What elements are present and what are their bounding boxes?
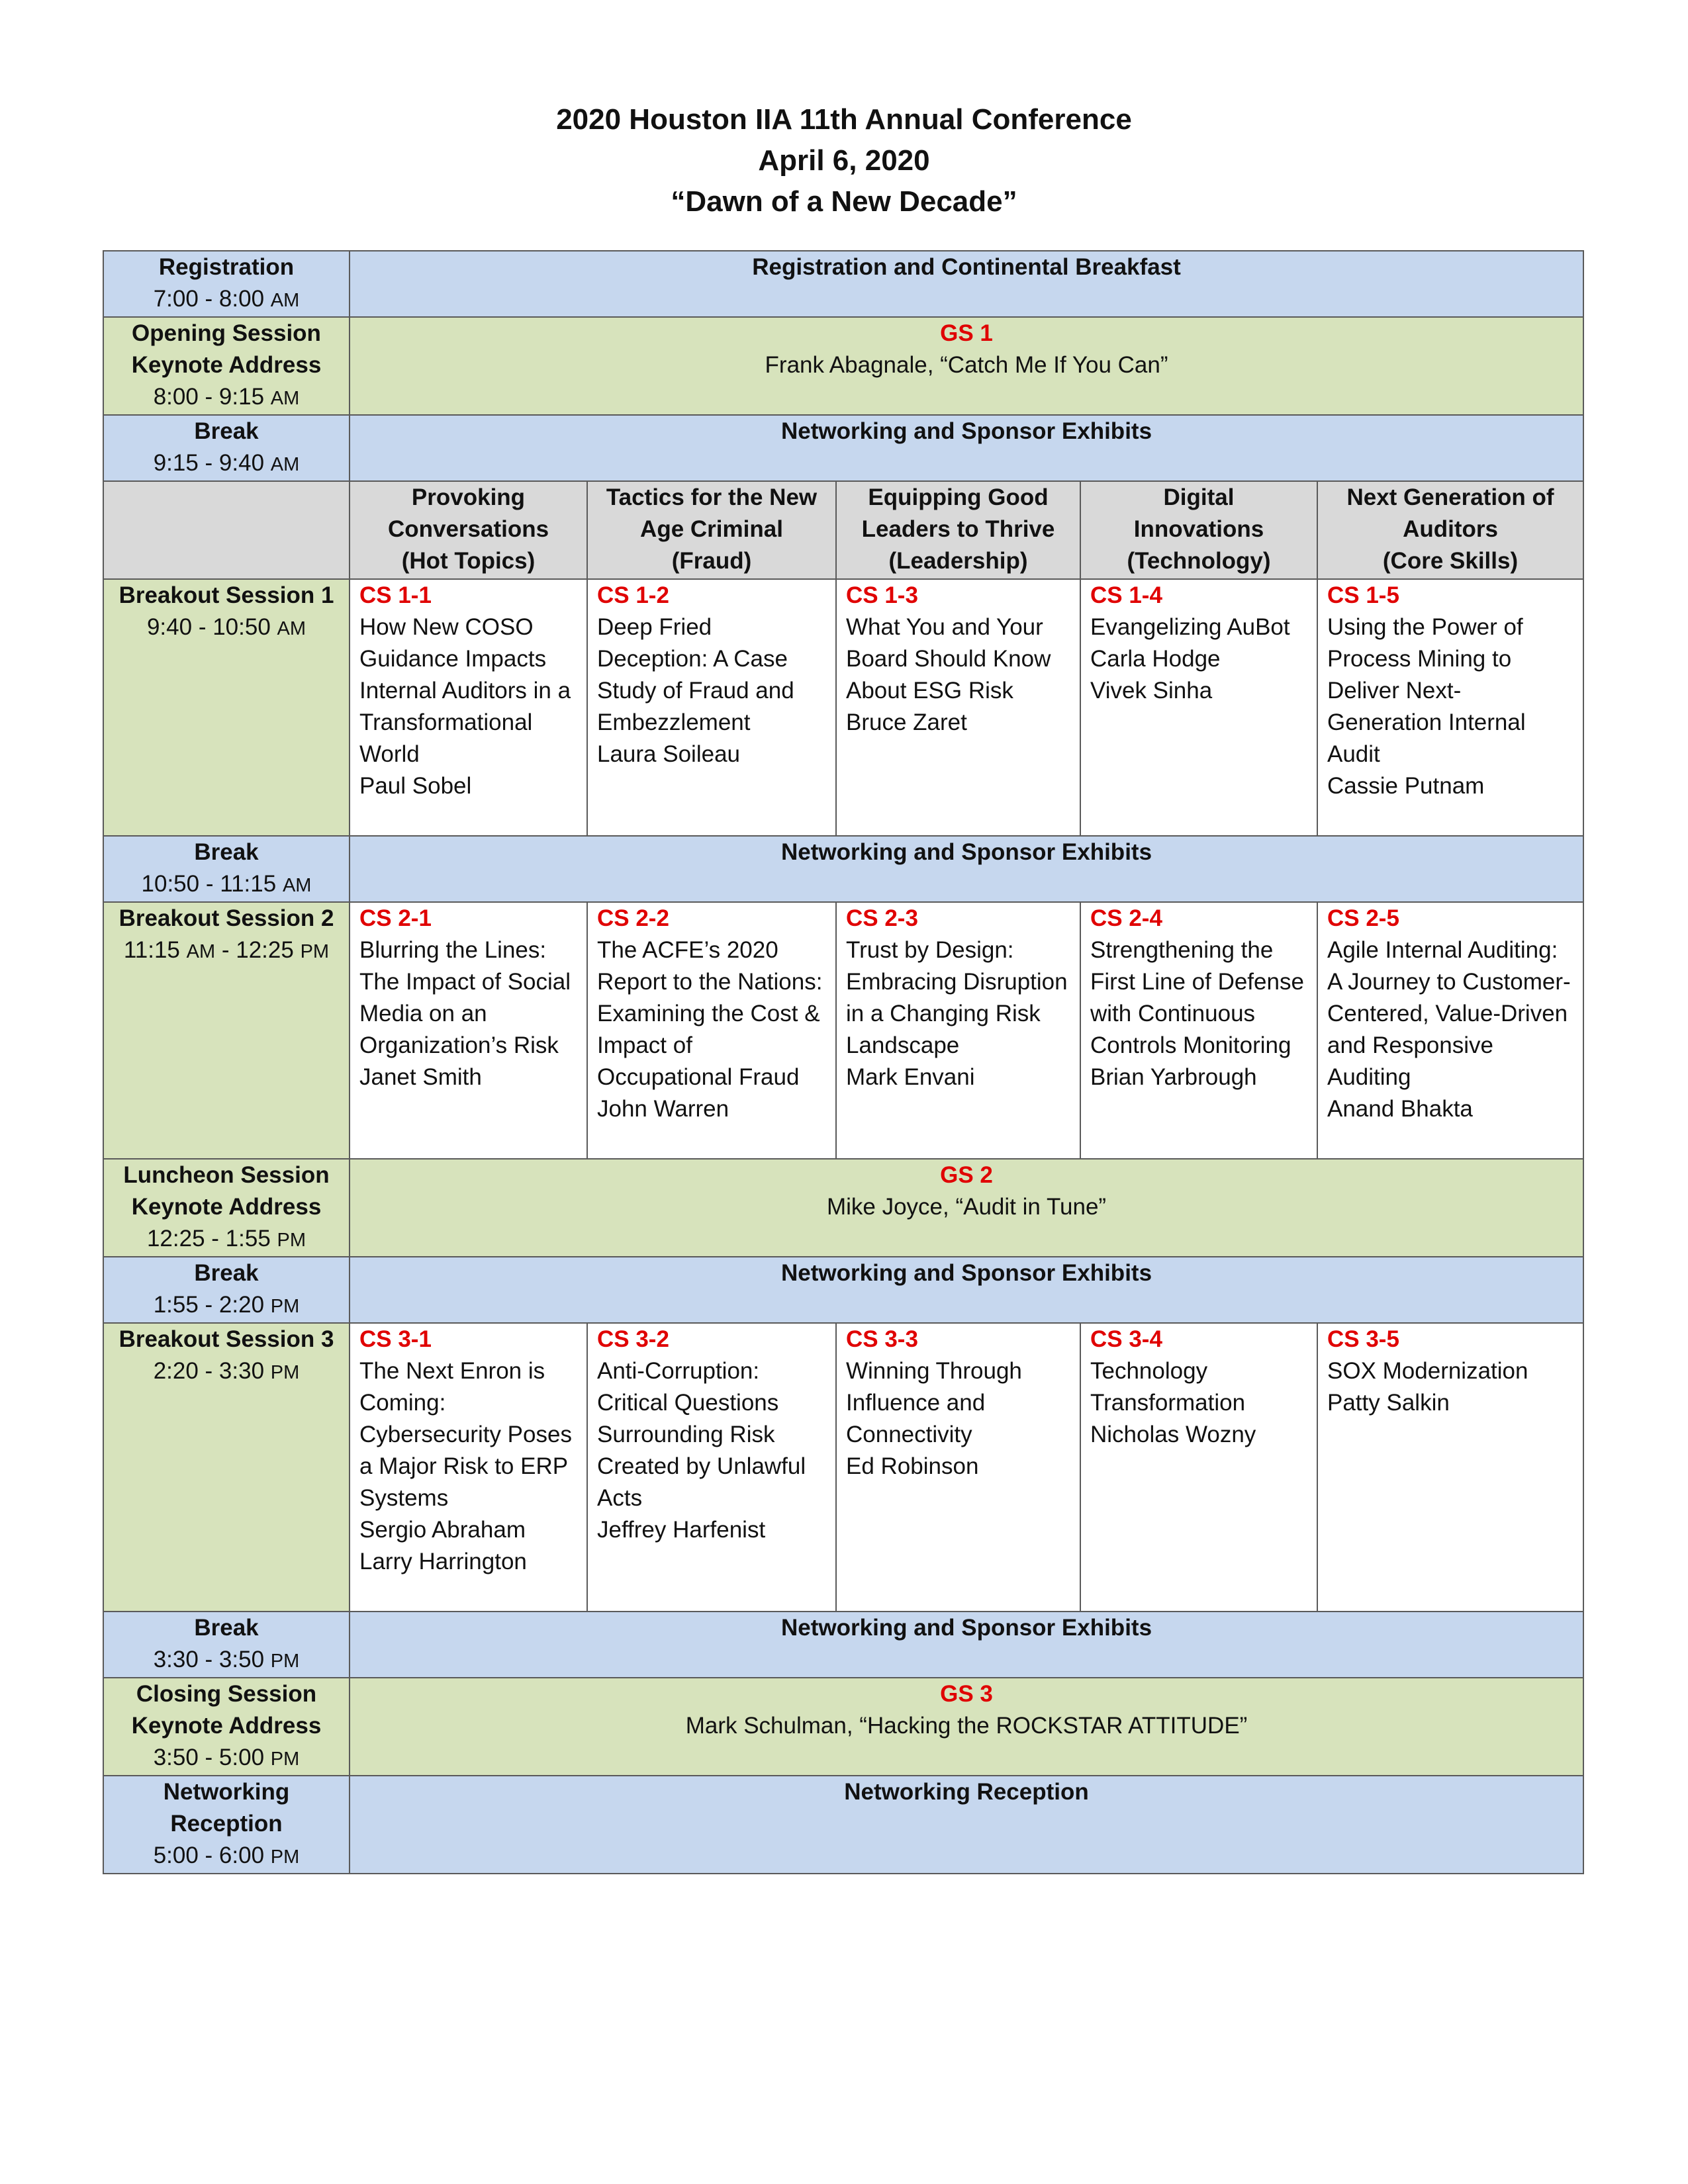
row-label-registration: Registration 7:00 - 8:00 AM [103,251,350,317]
session-cell: CS 1-2 Deep Fried Deception: A Case Study of Fraud and Embezzlement Laura Soileau [587,579,836,836]
gs-code: GS 3 [940,1681,993,1707]
track-header-row [103,481,1583,579]
session-cell: CS 3-5 SOX Modernization Patty Salkin [1317,1323,1583,1612]
row-label-closing: Closing Session Keynote Address 3:50 - 5:00 PM [103,1678,350,1776]
schedule-table [103,250,1584,1874]
session-cell: CS 1-5 Using the Power of Process Mining to Deliver Next-Generation Internal Audit Cassie Putnam [1317,579,1583,836]
title-line-1: 2020 Houston IIA 11th Annual Conference [556,103,1132,136]
row-content-closing: GS 3 Mark Schulman, “Hacking the ROCKSTAR ATTITUDE” [350,1678,1583,1776]
session-cell: CS 2-1 Blurring the Lines: The Impact of Social Media on an Organization’s Risk Janet Smith [350,902,587,1159]
row-label-break-1: Break 9:15 - 9:40 AM [103,415,350,481]
row-label-break-4: Break 3:30 - 3:50 PM [103,1612,350,1678]
track-header: Tactics for the New Age Criminal (Fraud) [587,481,836,579]
row-label-reception: Networking Reception 5:00 - 6:00 PM [103,1776,350,1874]
row-content-break-3: Networking and Sponsor Exhibits [350,1257,1583,1323]
session-cell: CS 1-4 Evangelizing AuBot Carla Hodge Vivek Sinha [1080,579,1317,836]
session-cell: CS 1-3 What You and Your Board Should Know About ESG Risk Bruce Zaret [836,579,1080,836]
session-cell: CS 2-3 Trust by Design: Embracing Disruption in a Changing Risk Landscape Mark Envani [836,902,1080,1159]
document-title [0,99,1688,222]
row-label-breakout-3: Breakout Session 3 2:20 - 3:30 PM [103,1323,350,1612]
track-header: Digital Innovations (Technology) [1080,481,1317,579]
track-header: Provoking Conversations (Hot Topics) [350,481,587,579]
row-content-break-1: Networking and Sponsor Exhibits [350,415,1583,481]
row-content-break-4: Networking and Sponsor Exhibits [350,1612,1583,1678]
row-registration [103,251,1583,317]
row-breakout-1 [103,579,1583,836]
session-cell: CS 3-3 Winning Through Influence and Connectivity Ed Robinson [836,1323,1080,1612]
gs-code: GS 1 [940,320,993,346]
session-cell: CS 3-4 Technology Transformation Nicholas Wozny [1080,1323,1317,1612]
row-content-registration: Registration and Continental Breakfast [350,251,1583,317]
row-breakout-3 [103,1323,1583,1612]
track-header-empty [103,481,350,579]
row-label-luncheon: Luncheon Session Keynote Address 12:25 - 1:55 PM [103,1159,350,1257]
row-content-reception: Networking Reception [350,1776,1583,1874]
session-cell: CS 3-2 Anti-Corruption: Critical Questions Surrounding Risk Created by Unlawful Acts Jeffrey Harfenist [587,1323,836,1612]
row-label-breakout-2: Breakout Session 2 11:15 AM - 12:25 PM [103,902,350,1159]
row-luncheon [103,1159,1583,1257]
row-label-breakout-1: Breakout Session 1 9:40 - 10:50 AM [103,579,350,836]
row-content-luncheon: GS 2 Mike Joyce, “Audit in Tune” [350,1159,1583,1257]
row-break-1 [103,415,1583,481]
row-break-2 [103,836,1583,902]
track-header: Equipping Good Leaders to Thrive (Leadership) [836,481,1080,579]
row-content-break-2: Networking and Sponsor Exhibits [350,836,1583,902]
row-opening [103,317,1583,415]
row-break-4 [103,1612,1583,1678]
track-header: Next Generation of Auditors (Core Skills) [1317,481,1583,579]
row-label-opening: Opening Session Keynote Address 8:00 - 9:15 AM [103,317,350,415]
session-cell: CS 3-1 The Next Enron is Coming: Cybersecurity Poses a Major Risk to ERP Systems Sergio Abraham Larry Harrington [350,1323,587,1612]
title-line-3: “Dawn of a New Decade” [671,185,1017,218]
row-reception [103,1776,1583,1874]
session-cell: CS 2-4 Strengthening the First Line of Defense with Continuous Controls Monitoring Brian Yarbrough [1080,902,1317,1159]
session-cell: CS 1-1 How New COSO Guidance Impacts Internal Auditors in a Transformational World Paul Sobel [350,579,587,836]
session-cell: CS 2-2 The ACFE’s 2020 Report to the Nations: Examining the Cost & Impact of Occupational Fraud John Warren [587,902,836,1159]
row-breakout-2 [103,902,1583,1159]
session-cell: CS 2-5 Agile Internal Auditing: A Journey to Customer-Centered, Value-Driven and Responsive Auditing Anand Bhakta [1317,902,1583,1159]
row-label-break-3: Break 1:55 - 2:20 PM [103,1257,350,1323]
row-break-3 [103,1257,1583,1323]
title-line-2: April 6, 2020 [758,144,930,177]
gs-code: GS 2 [940,1162,993,1188]
row-label-break-2: Break 10:50 - 11:15 AM [103,836,350,902]
row-content-opening: GS 1 Frank Abagnale, “Catch Me If You Can” [350,317,1583,415]
row-closing [103,1678,1583,1776]
